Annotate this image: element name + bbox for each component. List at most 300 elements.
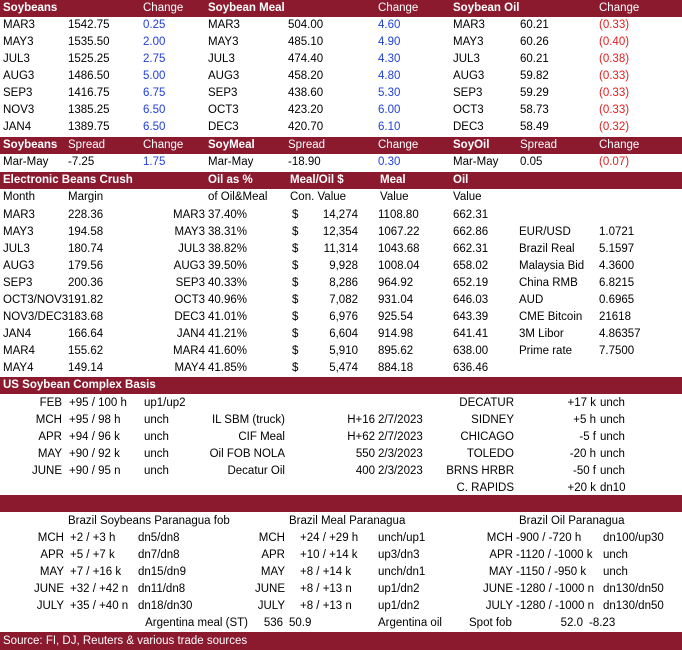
contract-month: MAR3 [173, 209, 205, 221]
argentina-row [0, 615, 682, 632]
basis-month: FEB [39, 397, 62, 409]
crush-row [0, 360, 682, 377]
meal-oil-value: 8,286 [329, 277, 358, 289]
price: 59.82 [520, 70, 549, 82]
meal-value: 1108.80 [378, 209, 419, 221]
dollar-sign: $ [292, 260, 299, 272]
soymeal-header: SoyMeal [208, 139, 255, 151]
crush-row [0, 241, 682, 258]
brazil-change: unch [603, 549, 628, 561]
brazil-month: JULY [485, 600, 513, 612]
meal-oil-value: 6,976 [329, 311, 358, 323]
brazil-row [0, 547, 682, 564]
meal-value: 925.54 [378, 311, 414, 323]
contract-month: SEP3 [3, 87, 33, 99]
contract-month: SEP3 [453, 87, 483, 99]
brazil-month: MAY [488, 566, 513, 578]
brazil-change: unch [603, 566, 628, 578]
contract-month: DEC3 [174, 311, 205, 323]
margin: 228.36 [68, 209, 104, 221]
crush-month: JUL3 [3, 243, 30, 255]
change: 6.50 [143, 104, 166, 116]
basis-row [0, 429, 682, 446]
oil-value: 638.00 [453, 345, 489, 357]
brazil-value: -1120 / -1000 k [516, 549, 593, 561]
brazil-month: APR [40, 549, 64, 561]
contract-month: OCT3 [453, 104, 484, 116]
brazil-change: up1/dn2 [378, 600, 420, 612]
change: 6.00 [378, 104, 401, 116]
basis-date: 2/3/2023 [378, 448, 423, 460]
crush-month: OCT3/NOV3 [3, 294, 69, 306]
soybean-meal-header: Soybean Meal [208, 2, 285, 14]
brazil-month: MAY [39, 566, 64, 578]
brazil-month: JUNE [482, 583, 513, 595]
change: (0.33) [599, 104, 630, 116]
basis-change: unch [600, 397, 625, 409]
brazil-oil-title: Brazil Oil Paranagua [519, 515, 625, 527]
basis-month: MCH [35, 414, 62, 426]
basis-value: -20 h [569, 448, 596, 460]
spread-header: Spread [288, 139, 326, 151]
margin-label: Margin [68, 191, 104, 203]
indicator-label: Prime rate [519, 345, 573, 357]
contract-month: MAY3 [3, 36, 34, 48]
change: 6.75 [143, 87, 166, 99]
contract-month: AUG3 [3, 70, 35, 82]
futures-row [0, 17, 682, 34]
change-header: Change [378, 139, 419, 151]
contract-month: JUL3 [178, 243, 205, 255]
meal-oil-value: 6,604 [329, 328, 358, 340]
brazil-change: dn100/up30 [603, 532, 664, 544]
oil-share: 39.50% [208, 260, 248, 272]
oil-value: 652.19 [453, 277, 489, 289]
basis-row [0, 395, 682, 412]
brazil-value: -1150 / -950 k [516, 566, 587, 578]
oil-value: 643.39 [453, 311, 489, 323]
price: 438.60 [288, 87, 324, 99]
brazil-value: +8 / +13 n [300, 583, 352, 595]
crush-row [0, 258, 682, 275]
brazil-change: dn5/dn8 [138, 532, 180, 544]
basis-value: +90 / 95 n [69, 465, 121, 477]
dollar-sign: $ [292, 226, 299, 238]
brazil-value: +8 / +13 n [300, 600, 352, 612]
change: 6.10 [378, 121, 401, 133]
margin: 200.36 [68, 277, 104, 289]
change: 5.00 [143, 70, 166, 82]
soyoil-header: SoyOil [453, 139, 490, 151]
dollar-sign: $ [292, 362, 299, 374]
futures-row [0, 102, 682, 119]
change: 0.25 [143, 19, 166, 31]
brazil-month: MCH [37, 532, 64, 544]
change: 4.30 [378, 53, 401, 65]
crush-month: SEP3 [3, 277, 33, 289]
change-header: Change [599, 139, 640, 151]
change-header: Change [378, 2, 419, 14]
brazil-month: MAY [260, 566, 285, 578]
oil-value: 658.02 [453, 260, 489, 272]
basis-row [0, 446, 682, 463]
basis-row [0, 412, 682, 429]
price: 58.49 [520, 121, 549, 133]
contract-month: NOV3 [3, 104, 35, 116]
oil-header: Oil [453, 174, 469, 186]
basis-value: +20 k [567, 482, 596, 494]
indicator-value: 4.3600 [599, 260, 635, 272]
brazil-soybeans-title: Brazil Soybeans Paranagua fob [68, 515, 230, 527]
margin: 194.58 [68, 226, 104, 238]
basis-product: CIF Meal [238, 431, 285, 443]
spot-fob-label: Spot fob [469, 617, 512, 629]
crush-month: MAR4 [3, 345, 35, 357]
basis-location: CHICAGO [460, 431, 514, 443]
price: 1389.75 [68, 121, 110, 133]
margin: 149.14 [68, 362, 104, 374]
brazil-value: -1280 / -1000 n [516, 600, 595, 612]
dollar-sign: $ [292, 311, 299, 323]
brazil-month: JUNE [254, 583, 285, 595]
brazil-value: +8 / +14 k [300, 566, 352, 578]
oil-value: 636.46 [453, 362, 489, 374]
basis-title: US Soybean Complex Basis [3, 379, 156, 391]
source-footer [0, 632, 682, 650]
indicator-value: 4.86357 [599, 328, 641, 340]
spread-month: Mar-May [208, 156, 254, 168]
contract-month: AUG3 [453, 70, 485, 82]
indicator-label: Brazil Real [519, 243, 575, 255]
basis-value: +90 / 92 k [69, 448, 120, 460]
oil-share-header: Oil as % [208, 174, 253, 186]
indicator-label: CME Bitcoin [519, 311, 583, 323]
crush-month: AUG3 [3, 260, 35, 272]
dollar-sign: $ [292, 328, 299, 340]
crush-month: MAY4 [3, 362, 34, 374]
crush-month: JAN4 [3, 328, 32, 340]
indicator-label: Malaysia Bid [519, 260, 585, 272]
brazil-change: dn7/dn8 [138, 549, 180, 561]
indicator-value: 7.7500 [599, 345, 635, 357]
spread-value: -18.90 [288, 156, 321, 168]
argentina-oil-value: 52.0 [560, 617, 583, 629]
basis-product: IL SBM (truck) [211, 414, 285, 426]
oil-share: 37.40% [208, 209, 248, 221]
indicator-label: 3M Libor [519, 328, 564, 340]
argentina-meal-change: 50.9 [289, 617, 312, 629]
futures-header [0, 0, 682, 17]
oil-value: 662.86 [453, 226, 489, 238]
basis-level: 550 [355, 448, 375, 460]
oil-share: 41.85% [208, 362, 248, 374]
contract-month: MAY3 [174, 226, 205, 238]
change-header: Change [143, 2, 184, 14]
change: (0.33) [599, 70, 630, 82]
contract-month: MAR3 [453, 19, 485, 31]
price: 1542.75 [68, 19, 110, 31]
change: 6.50 [143, 121, 166, 133]
change-header: Change [599, 2, 640, 14]
brazil-row [0, 564, 682, 581]
contract-month: AUG3 [208, 70, 240, 82]
oil-value: 662.31 [453, 209, 489, 221]
meal-value: 914.98 [378, 328, 414, 340]
contract-month: MAR3 [208, 19, 240, 31]
basis-change: unch [600, 414, 625, 426]
indicator-label: China RMB [519, 277, 578, 289]
meal-oil-value: 5,910 [329, 345, 358, 357]
brazil-month: JUNE [33, 583, 64, 595]
contract-month: OCT3 [174, 294, 205, 306]
indicator-value: 6.8215 [599, 277, 635, 289]
change: (0.40) [599, 36, 630, 48]
crush-subheader [0, 189, 682, 206]
meal-value: 1067.22 [378, 226, 420, 238]
margin: 166.64 [68, 328, 104, 340]
basis-level: 400 [355, 465, 375, 477]
futures-row [0, 85, 682, 102]
price: 1486.50 [68, 70, 110, 82]
basis-change: unch [600, 465, 625, 477]
contract-month: OCT3 [208, 104, 239, 116]
contract-month: SEP3 [175, 277, 205, 289]
basis-product: Decatur Oil [227, 465, 285, 477]
oil-share: 41.60% [208, 345, 248, 357]
dollar-sign: $ [292, 209, 299, 221]
futures-row [0, 51, 682, 68]
dollar-sign: $ [292, 294, 299, 306]
brazil-row [0, 530, 682, 547]
basis-location: C. RAPIDS [456, 482, 514, 494]
meal-header: Meal [380, 174, 406, 186]
contract-month: JUL3 [453, 53, 480, 65]
basis-header [0, 377, 682, 394]
spreads-header [0, 137, 682, 154]
price: 485.10 [288, 36, 324, 48]
dollar-sign: $ [292, 277, 299, 289]
brazil-month: APR [489, 549, 513, 561]
margin: 179.56 [68, 260, 104, 272]
brazil-month: MCH [486, 532, 513, 544]
price: 1385.25 [68, 104, 110, 116]
meal-oil-value: 5,474 [329, 362, 358, 374]
basis-date: 2/7/2023 [378, 414, 423, 426]
meal-value: 931.04 [378, 294, 414, 306]
dollar-sign: $ [292, 243, 299, 255]
futures-row [0, 119, 682, 136]
month-label: Month [3, 191, 35, 203]
contract-month: MAR3 [3, 19, 35, 31]
soybeans-header: Soybeans [3, 2, 58, 14]
oil-value: 641.41 [453, 328, 489, 340]
indicator-label: AUD [519, 294, 544, 306]
brazil-month: JULY [257, 600, 285, 612]
margin: 180.74 [68, 243, 104, 255]
crush-row [0, 224, 682, 241]
crush-row [0, 292, 682, 309]
contract-month: JUL3 [208, 53, 235, 65]
crush-header [0, 172, 682, 189]
basis-change: unch [144, 448, 169, 460]
basis-change: unch [144, 414, 169, 426]
oil-value: 662.31 [453, 243, 489, 255]
basis-change: unch [144, 431, 169, 443]
indicator-value: 21618 [599, 311, 631, 323]
basis-product: Oil FOB NOLA [209, 448, 285, 460]
argentina-meal-label: Argentina meal (ST) [145, 617, 248, 629]
crush-row [0, 326, 682, 343]
change: 1.75 [143, 156, 166, 168]
brazil-row [0, 581, 682, 598]
spread-header: Spread [68, 139, 106, 151]
contract-month: MAR4 [173, 345, 205, 357]
contract-month: DEC3 [453, 121, 484, 133]
crush-row [0, 207, 682, 224]
indicator-label: EUR/USD [519, 226, 571, 238]
value-label: Value [453, 191, 482, 203]
basis-value: +5 h [573, 414, 596, 426]
contract-month: MAY3 [453, 36, 484, 48]
price: 59.29 [520, 87, 549, 99]
crush-row [0, 309, 682, 326]
brazil-titles [0, 513, 682, 530]
basis-location: BRNS HRBR [446, 465, 514, 477]
basis-location: DECATUR [459, 397, 514, 409]
contract-month: JAN4 [176, 328, 205, 340]
price: 58.73 [520, 104, 549, 116]
brazil-month: APR [261, 549, 285, 561]
price: 423.20 [288, 104, 324, 116]
crush-row [0, 275, 682, 292]
meal-value: 964.92 [378, 277, 414, 289]
futures-row [0, 68, 682, 85]
change: 5.30 [378, 87, 401, 99]
basis-change: up1/up2 [144, 397, 186, 409]
basis-change: unch [600, 431, 625, 443]
meal-value: 895.62 [378, 345, 414, 357]
basis-level: H+62 [347, 431, 375, 443]
oil-value: 646.03 [453, 294, 489, 306]
brazil-value: -1280 / -1000 n [516, 583, 595, 595]
dollar-sign: $ [292, 345, 299, 357]
brazil-change: unch/up1 [378, 532, 426, 544]
soybeans-header: Soybeans [3, 139, 58, 151]
basis-location: SIDNEY [471, 414, 514, 426]
basis-date: 2/7/2023 [378, 431, 423, 443]
basis-value: +94 / 96 k [69, 431, 120, 443]
contract-month: JUL3 [3, 53, 30, 65]
basis-level: H+16 [347, 414, 375, 426]
meal-value: 884.18 [378, 362, 414, 374]
con-value-label: Con. Value [290, 191, 347, 203]
basis-change: unch [144, 465, 169, 477]
meal-oil-value: 9,928 [329, 260, 358, 272]
soybean-oil-header: Soybean Oil [453, 2, 520, 14]
change: (0.33) [599, 19, 630, 31]
basis-location: TOLEDO [466, 448, 514, 460]
price: 458.20 [288, 70, 324, 82]
spread-value: -7.25 [68, 156, 95, 168]
brazil-value: +7 / +16 k [70, 566, 122, 578]
oil-share: 41.01% [208, 311, 248, 323]
margin: 191.82 [68, 294, 104, 306]
margin: 183.68 [68, 311, 104, 323]
meal-oil-value: 12,354 [322, 226, 358, 238]
meal-oil-value: 14,274 [322, 209, 358, 221]
brazil-value: -900 / -720 h [516, 532, 582, 544]
brazil-change: unch/dn1 [378, 566, 426, 578]
basis-month: JUNE [31, 465, 62, 477]
price: 60.21 [520, 53, 549, 65]
meal-value: 1008.04 [378, 260, 420, 272]
spread-month: Mar-May [453, 156, 499, 168]
brazil-change: dn11/dn8 [138, 583, 186, 595]
change: (0.32) [599, 121, 630, 133]
contract-month: MAY3 [208, 36, 239, 48]
crush-month: MAR3 [3, 209, 35, 221]
price: 504.00 [288, 19, 324, 31]
brazil-change: dn15/dn9 [138, 566, 186, 578]
change-header: Change [143, 139, 184, 151]
argentina-oil-label: Argentina oil [378, 617, 442, 629]
oil-share: 38.82% [208, 243, 248, 255]
basis-value: -5 f [579, 431, 596, 443]
price: 1525.25 [68, 53, 110, 65]
oil-share: 41.21% [208, 328, 248, 340]
meal-oil-value: 11,314 [323, 243, 358, 255]
brazil-value: +5 / +7 k [70, 549, 115, 561]
indicator-value: 0.6965 [599, 294, 635, 306]
price: 474.40 [288, 53, 324, 65]
oil-meal-label: of Oil&Meal [208, 191, 268, 203]
spread-month: Mar-May [3, 156, 49, 168]
brazil-month: MCH [258, 532, 285, 544]
brazil-value: +2 / +3 h [70, 532, 116, 544]
change: 4.80 [378, 70, 401, 82]
oil-share: 40.33% [208, 277, 248, 289]
brazil-meal-title: Brazil Meal Paranagua [289, 515, 406, 527]
change: 4.60 [378, 19, 401, 31]
change: (0.07) [599, 156, 630, 168]
indicator-value: 5.1597 [599, 243, 635, 255]
crush-month: MAY3 [3, 226, 34, 238]
change: 2.75 [143, 53, 166, 65]
margin: 155.62 [68, 345, 104, 357]
value-label: Value [380, 191, 409, 203]
brazil-month: JULY [36, 600, 64, 612]
price: 420.70 [288, 121, 324, 133]
contract-month: AUG3 [173, 260, 205, 272]
change: (0.33) [599, 87, 630, 99]
basis-change: dn10 [600, 482, 626, 494]
crush-row [0, 343, 682, 360]
price: 60.26 [520, 36, 549, 48]
brazil-row [0, 598, 682, 615]
basis-row [0, 463, 682, 480]
argentina-oil-change: -8.23 [589, 617, 616, 629]
brazil-value: +24 / +29 h [300, 532, 359, 544]
brazil-value: +32 / +42 n [70, 583, 129, 595]
argentina-meal-value: 536 [263, 617, 283, 629]
meal-oil-value: 7,082 [329, 294, 358, 306]
price: 1416.75 [68, 87, 110, 99]
crush-title: Electronic Beans Crush [3, 174, 133, 186]
brazil-value: +10 / +14 k [300, 549, 358, 561]
change: 4.90 [378, 36, 401, 48]
basis-value: +95 / 98 h [69, 414, 121, 426]
basis-value: +95 / 100 h [69, 397, 127, 409]
